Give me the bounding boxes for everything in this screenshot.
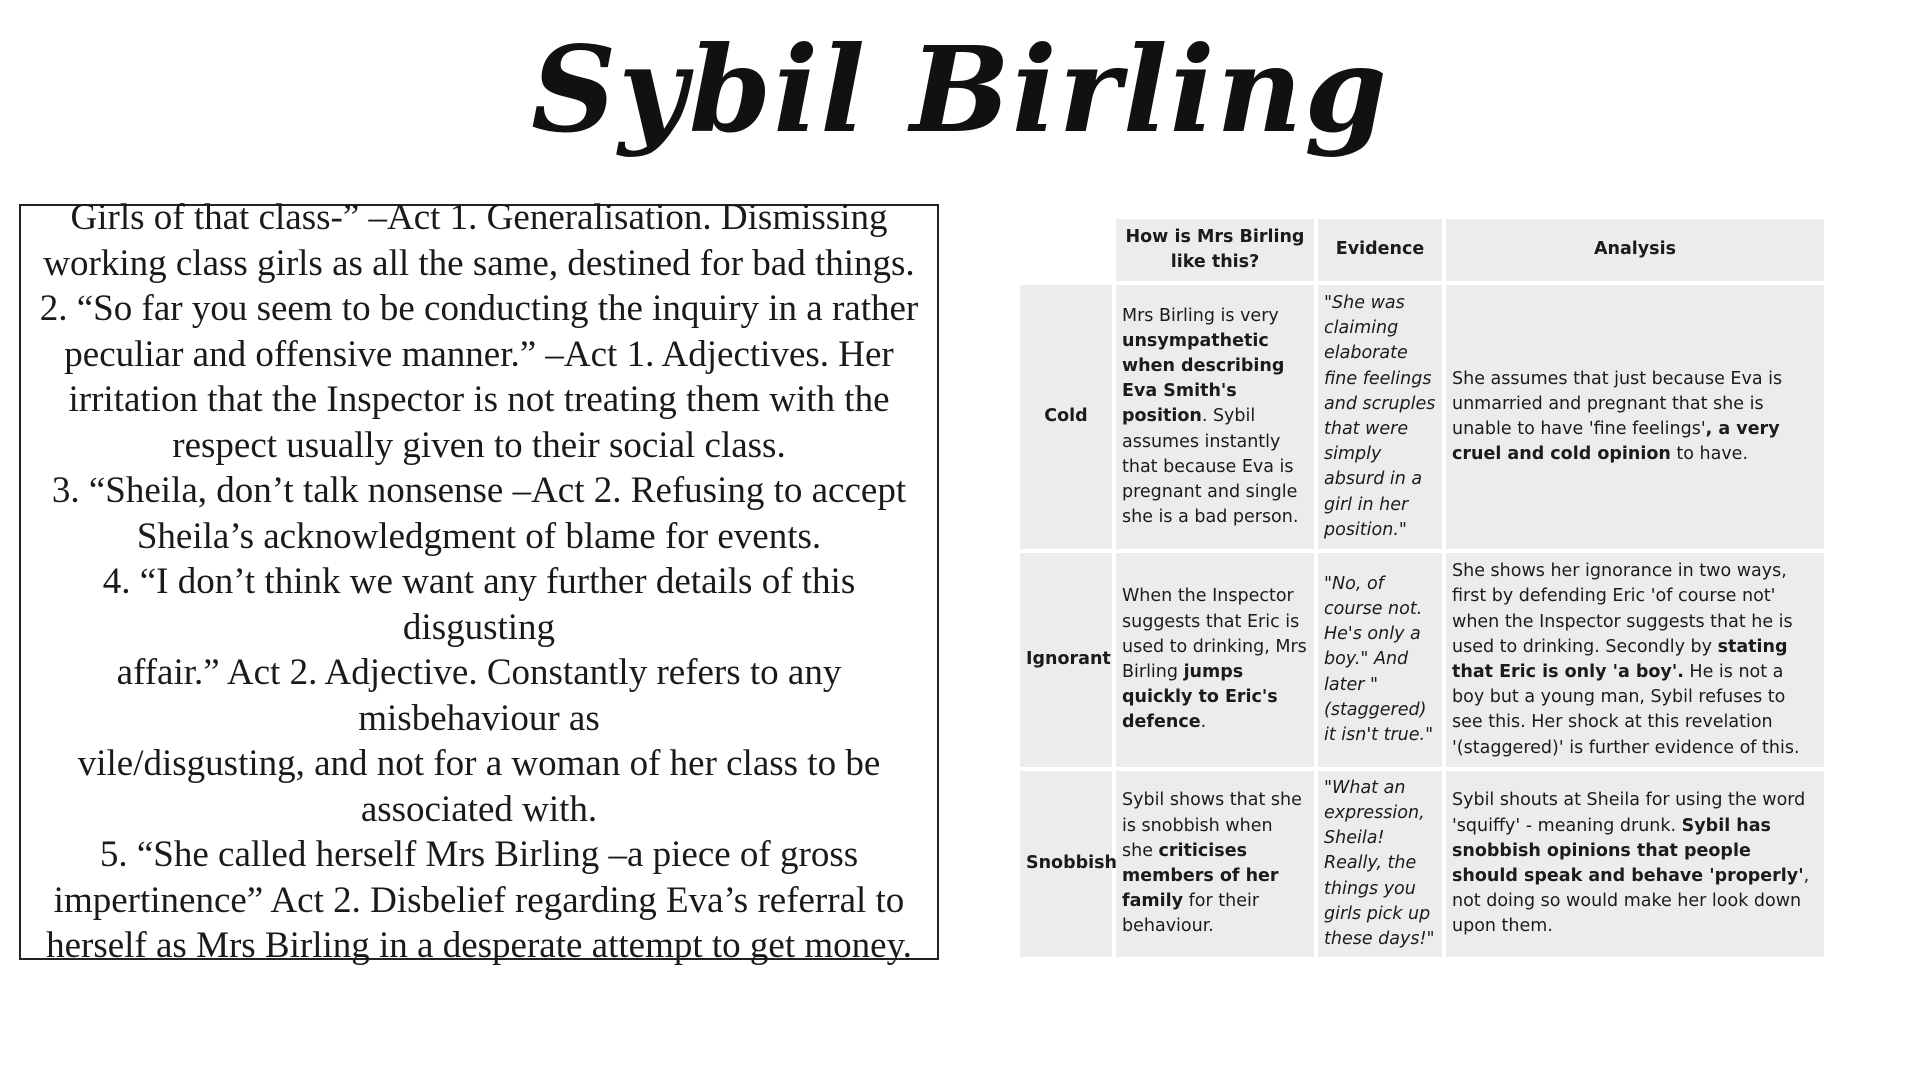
analysis-text: Sybil shouts at Sheila for using the word 'squiffy' - meaning drunk. xyxy=(1452,790,1806,836)
table-header-row xyxy=(1020,219,1824,281)
analysis-text: He is not a boy but a young man, Sybil refuses to see this. Her shock at this revelation '(staggered)' is further evidence of this. xyxy=(1452,662,1800,758)
analysis-bold-text: , a very cruel and cold opinion xyxy=(1452,419,1780,465)
header-analysis: Analysis xyxy=(1446,219,1824,281)
how-text: for their behaviour. xyxy=(1122,891,1260,937)
analysis-cell xyxy=(1446,285,1824,549)
analysis-cell xyxy=(1446,771,1824,957)
row-label: Snobbish xyxy=(1020,771,1112,957)
quotes-box xyxy=(19,197,939,967)
how-text: Mrs Birling is very xyxy=(1122,305,1279,326)
quotes-text: Girls of that class-” –Act 1. Generalisation. Dismissing working class girls as all the same, destined for bad things. 2. “So far you seem to be conducting the inquiry in a rather peculiar and offensive manner.” –Act 1. Adjectives. Her irritation that the Inspector is not treating them with the respect usually given to their social class. 3. “Sheila, don’t talk nonsense –Act 2. Refusing to accept Sheila’s acknowledgment of blame for events. 4. “I don’t think we want any further details of this disgusting affair.” Act 2. Adjective. Constantly refers to any misbehaviour as vile/disgusting, and not for a woman of her class to be associated with. 5. “She called herself Mrs Birling –a piece of gross impertinence” Act 2. Disbelief regarding Eva’s referral to herself as Mrs Birling in a desperate attempt to get money. xyxy=(39,197,919,967)
header-how: How is Mrs Birling like this? xyxy=(1116,219,1314,281)
how-text: Sybil shows that she is snobbish when she xyxy=(1122,790,1302,861)
analysis-bold-text: stating that Eric is only 'a boy'. xyxy=(1452,636,1788,682)
header-evidence: Evidence xyxy=(1318,219,1442,281)
how-cell xyxy=(1116,771,1314,957)
table-row xyxy=(1020,771,1824,957)
analysis-table-container xyxy=(1016,215,1828,961)
how-text: When the Inspector suggests that Eric is used to drinking, Mrs Birling xyxy=(1122,586,1307,682)
how-bold-text: jumps quickly to Eric's defence xyxy=(1122,662,1278,733)
page-title: Sybil Birling xyxy=(531,20,1389,159)
how-bold-text: criticises members of her family xyxy=(1122,840,1279,912)
evidence-cell: "She was claiming elaborate fine feelings and scruples that were simply absurd in a girl in her position." xyxy=(1318,285,1442,549)
evidence-cell: "What an expression, Sheila! Really, the things you girls pick up these days!" xyxy=(1318,771,1442,957)
header-blank-cell xyxy=(1020,219,1112,281)
analysis-bold-text: Sybil has snobbish opinions that people should speak and behave 'properly' xyxy=(1452,815,1804,886)
row-label: Ignorant xyxy=(1020,553,1112,767)
table-row xyxy=(1020,285,1824,549)
analysis-text: to have. xyxy=(1670,444,1749,465)
how-bold-text: unsympathetic when describing Eva Smith's position xyxy=(1122,330,1285,427)
analysis-text: She shows her ignorance in two ways, first by defending Eric 'of course not' when the Inspector suggests that he is used to drinking. Secondly by xyxy=(1452,561,1793,657)
analysis-cell xyxy=(1446,553,1824,767)
analysis-text: , not doing so would make her look down upon them. xyxy=(1452,866,1810,937)
evidence-cell: "No, of course not. He's only a boy." And later "(staggered) it isn't true." xyxy=(1318,553,1442,767)
table-row xyxy=(1020,553,1824,767)
how-text: . xyxy=(1200,712,1207,733)
analysis-text: She assumes that just because Eva is unmarried and pregnant that she is unable to have 'fine feelings' xyxy=(1452,368,1783,439)
row-label: Cold xyxy=(1020,285,1112,549)
how-cell xyxy=(1116,285,1314,549)
how-cell xyxy=(1116,553,1314,767)
analysis-table xyxy=(1016,215,1828,961)
how-text: . Sybil assumes instantly that because Eva is pregnant and single she is a bad person. xyxy=(1122,406,1299,528)
